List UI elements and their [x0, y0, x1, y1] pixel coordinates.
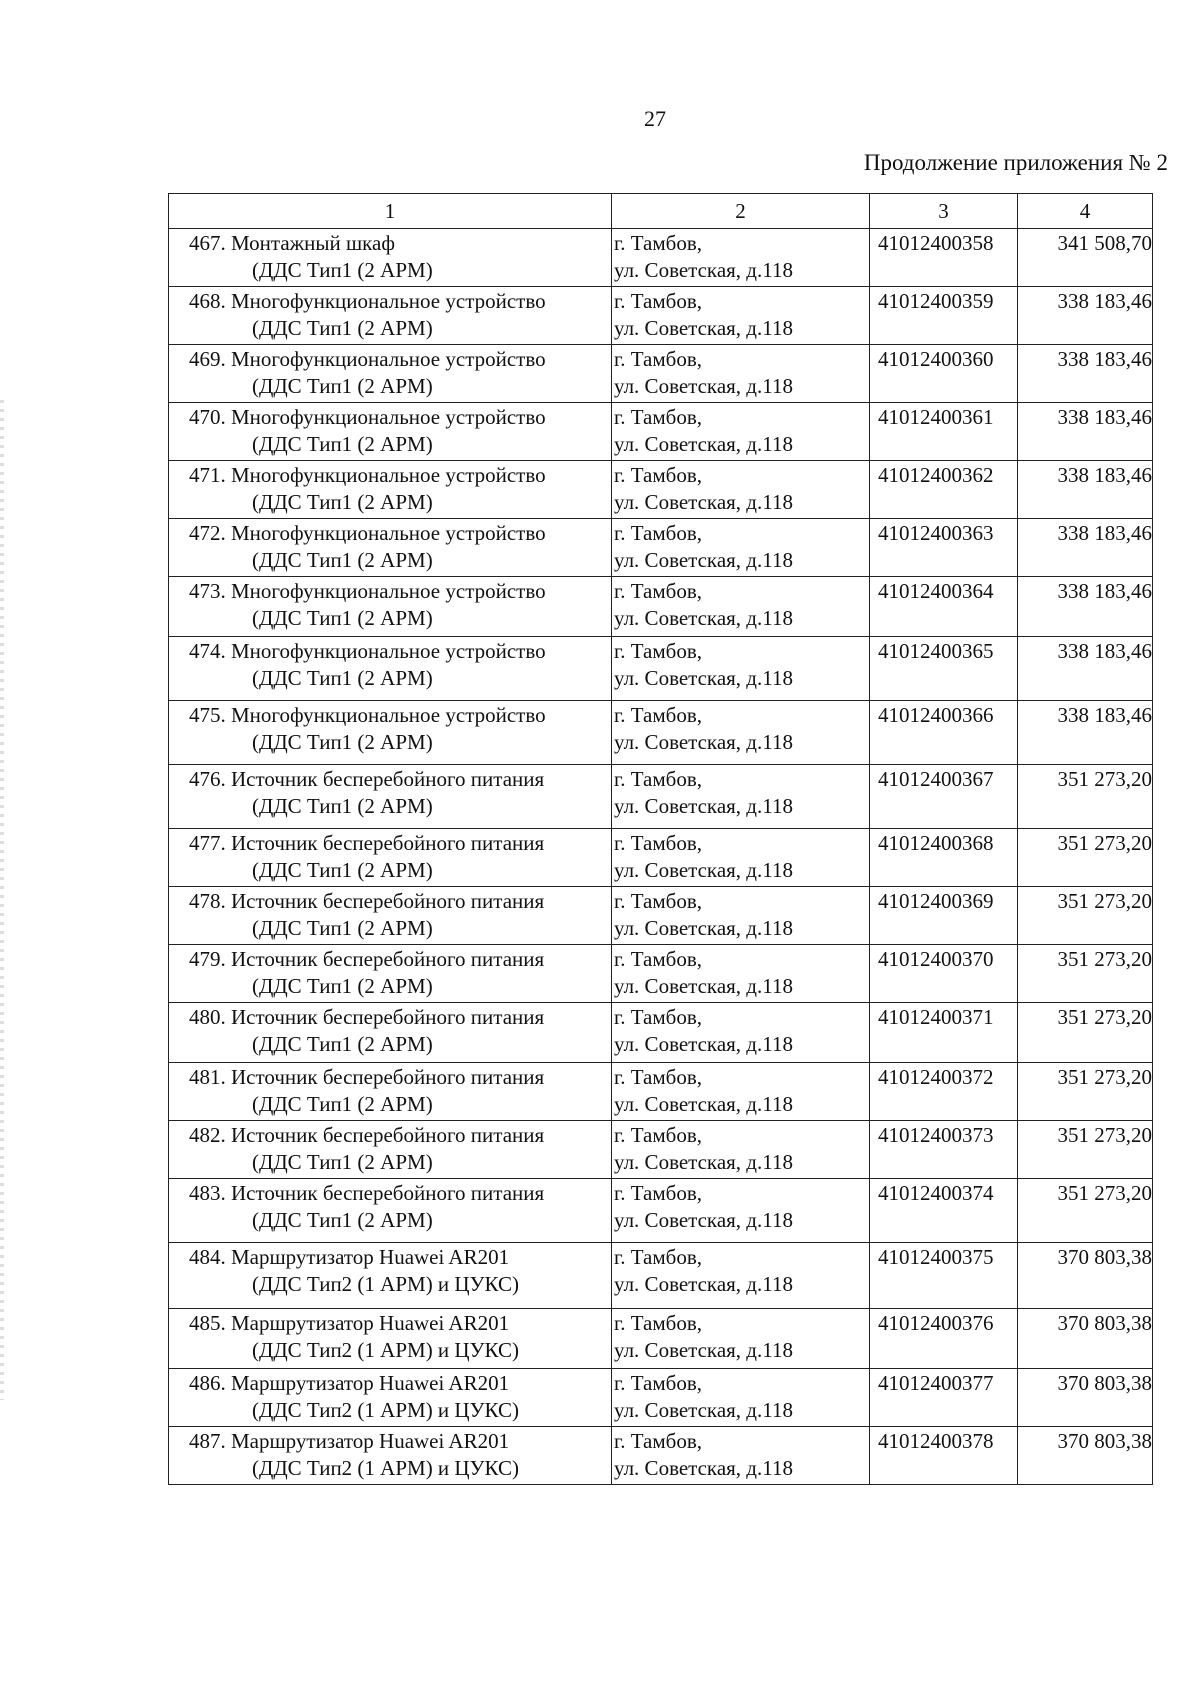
- item-number: 479.: [189, 947, 226, 971]
- address-street: ул. Советская, д.118: [614, 548, 793, 572]
- address-cell: [612, 1309, 870, 1369]
- item-number: 481.: [189, 1065, 226, 1089]
- address-cell: [612, 1179, 870, 1243]
- address-cell: [612, 1063, 870, 1121]
- value-cell: 370 803,38: [1018, 1243, 1153, 1309]
- item-name: Источник бесперебойного питания: [231, 1005, 545, 1029]
- table-row: [169, 229, 1153, 287]
- item-name-line-1: [189, 888, 607, 915]
- item-number: 483.: [189, 1181, 226, 1205]
- address-street: ул. Советская, д.118: [614, 1272, 793, 1296]
- item-number: 482.: [189, 1123, 226, 1147]
- address-street: ул. Советская, д.118: [614, 1338, 793, 1362]
- item-number: 467.: [189, 231, 226, 255]
- inventory-code-cell: 41012400370: [870, 945, 1018, 1003]
- item-name-cell: [169, 1003, 612, 1063]
- address-street: ул. Советская, д.118: [614, 606, 793, 630]
- table-row: [169, 829, 1153, 887]
- value-cell: 338 183,46: [1018, 519, 1153, 577]
- item-number: 487.: [189, 1429, 226, 1453]
- address-cell: [612, 765, 870, 829]
- value-cell: 351 273,20: [1018, 765, 1153, 829]
- inventory-code-cell: 41012400365: [870, 637, 1018, 701]
- address-city: г. Тамбов,: [614, 231, 703, 255]
- item-type: (ДДС Тип1 (2 АРМ): [252, 1150, 433, 1174]
- inventory-code-cell: 41012400359: [870, 287, 1018, 345]
- address-city: г. Тамбов,: [614, 1429, 703, 1453]
- item-name-line-1: [189, 1370, 607, 1397]
- address-city: г. Тамбов,: [614, 1181, 703, 1205]
- item-name: Многофункциональное устройство: [231, 463, 546, 487]
- address-cell: [612, 887, 870, 945]
- value-cell: 351 273,20: [1018, 829, 1153, 887]
- inventory-code-cell: 41012400376: [870, 1309, 1018, 1369]
- item-name: Источник бесперебойного питания: [231, 947, 545, 971]
- item-name-line-1: [189, 702, 607, 729]
- item-name-line-1: [189, 638, 607, 665]
- item-name-line-1: [189, 1064, 607, 1091]
- address-street: ул. Советская, д.118: [614, 258, 793, 282]
- item-number: 475.: [189, 703, 226, 727]
- table-body: [169, 229, 1153, 1485]
- item-name-cell: [169, 1427, 612, 1485]
- item-type: (ДДС Тип1 (2 АРМ): [252, 1208, 433, 1232]
- item-type: (ДДС Тип1 (2 АРМ): [252, 730, 433, 754]
- address-cell: [612, 1121, 870, 1179]
- item-type: (ДДС Тип1 (2 АРМ): [252, 316, 433, 340]
- value-cell: 338 183,46: [1018, 637, 1153, 701]
- item-number: 477.: [189, 831, 226, 855]
- address-city: г. Тамбов,: [614, 703, 703, 727]
- item-name: Источник бесперебойного питания: [231, 889, 545, 913]
- table-row: [169, 287, 1153, 345]
- value-cell: 370 803,38: [1018, 1369, 1153, 1427]
- item-number: 485.: [189, 1311, 226, 1335]
- item-name-cell: [169, 461, 612, 519]
- item-name: Маршрутизатор Huawei AR201: [231, 1371, 510, 1395]
- address-street: ул. Советская, д.118: [614, 974, 793, 998]
- address-cell: [612, 701, 870, 765]
- address-street: ул. Советская, д.118: [614, 374, 793, 398]
- table-row: [169, 403, 1153, 461]
- address-city: г. Тамбов,: [614, 1005, 703, 1029]
- inventory-code-cell: 41012400358: [870, 229, 1018, 287]
- inventory-code-cell: 41012400372: [870, 1063, 1018, 1121]
- address-street: ул. Советская, д.118: [614, 316, 793, 340]
- item-type: (ДДС Тип1 (2 АРМ): [252, 432, 433, 456]
- address-city: г. Тамбов,: [614, 1065, 703, 1089]
- table-header-row: [169, 194, 1153, 229]
- item-name: Маршрутизатор Huawei AR201: [231, 1245, 510, 1269]
- item-name-line-1: [189, 766, 607, 793]
- table-row: [169, 1369, 1153, 1427]
- scan-edge-artifact: [0, 400, 4, 1400]
- item-type: (ДДС Тип2 (1 АРМ) и ЦУКС): [252, 1272, 519, 1296]
- value-cell: 338 183,46: [1018, 701, 1153, 765]
- item-name-cell: [169, 829, 612, 887]
- page-number: 27: [644, 106, 666, 131]
- address-city: г. Тамбов,: [614, 579, 703, 603]
- column-header-1: 1: [169, 194, 612, 229]
- item-name-cell: [169, 1063, 612, 1121]
- table-row: [169, 701, 1153, 765]
- item-name: Многофункциональное устройство: [231, 639, 546, 663]
- item-type: (ДДС Тип1 (2 АРМ): [252, 490, 433, 514]
- address-street: ул. Советская, д.118: [614, 432, 793, 456]
- item-name-line-1: [189, 1428, 607, 1455]
- item-number: 471.: [189, 463, 226, 487]
- item-name-cell: [169, 287, 612, 345]
- item-name: Маршрутизатор Huawei AR201: [231, 1429, 510, 1453]
- table-row: [169, 1121, 1153, 1179]
- address-cell: [612, 945, 870, 1003]
- column-header-2: 2: [612, 194, 870, 229]
- address-cell: [612, 577, 870, 637]
- item-type: (ДДС Тип2 (1 АРМ) и ЦУКС): [252, 1338, 519, 1362]
- item-name-cell: [169, 945, 612, 1003]
- address-city: г. Тамбов,: [614, 1123, 703, 1147]
- item-number: 480.: [189, 1005, 226, 1029]
- address-city: г. Тамбов,: [614, 1245, 703, 1269]
- item-name: Многофункциональное устройство: [231, 521, 546, 545]
- item-name: Многофункциональное устройство: [231, 289, 546, 313]
- address-cell: [612, 637, 870, 701]
- value-cell: 351 273,20: [1018, 1003, 1153, 1063]
- item-name-line-1: [189, 288, 607, 315]
- item-type: (ДДС Тип1 (2 АРМ): [252, 258, 433, 282]
- item-number: 470.: [189, 405, 226, 429]
- value-cell: 338 183,46: [1018, 287, 1153, 345]
- item-name-cell: [169, 1179, 612, 1243]
- inventory-code-cell: 41012400369: [870, 887, 1018, 945]
- item-number: 473.: [189, 579, 226, 603]
- address-city: г. Тамбов,: [614, 767, 703, 791]
- item-type: (ДДС Тип1 (2 АРМ): [252, 858, 433, 882]
- item-name-cell: [169, 887, 612, 945]
- table-row: [169, 1003, 1153, 1063]
- inventory-code-cell: 41012400378: [870, 1427, 1018, 1485]
- item-name: Многофункциональное устройство: [231, 703, 546, 727]
- table-row: [169, 945, 1153, 1003]
- item-name-cell: [169, 519, 612, 577]
- address-cell: [612, 1003, 870, 1063]
- address-city: г. Тамбов,: [614, 831, 703, 855]
- address-city: г. Тамбов,: [614, 521, 703, 545]
- table-row: [169, 1427, 1153, 1485]
- item-name: Источник бесперебойного питания: [231, 1181, 545, 1205]
- address-cell: [612, 829, 870, 887]
- item-name-cell: [169, 1243, 612, 1309]
- address-city: г. Тамбов,: [614, 289, 703, 313]
- value-cell: 351 273,20: [1018, 1063, 1153, 1121]
- item-type: (ДДС Тип2 (1 АРМ) и ЦУКС): [252, 1398, 519, 1422]
- address-street: ул. Советская, д.118: [614, 794, 793, 818]
- table-row: [169, 1243, 1153, 1309]
- item-number: 472.: [189, 521, 226, 545]
- item-number: 469.: [189, 347, 226, 371]
- item-number: 486.: [189, 1371, 226, 1395]
- item-name-cell: [169, 345, 612, 403]
- inventory-code-cell: 41012400361: [870, 403, 1018, 461]
- address-street: ул. Советская, д.118: [614, 730, 793, 754]
- inventory-code-cell: 41012400360: [870, 345, 1018, 403]
- item-name-line-1: [189, 1310, 607, 1337]
- item-type: (ДДС Тип1 (2 АРМ): [252, 606, 433, 630]
- item-name: Маршрутизатор Huawei AR201: [231, 1311, 510, 1335]
- item-name-cell: [169, 765, 612, 829]
- table-row: [169, 887, 1153, 945]
- item-name-line-1: [189, 346, 607, 373]
- address-cell: [612, 519, 870, 577]
- inventory-code-cell: 41012400374: [870, 1179, 1018, 1243]
- item-name: Источник бесперебойного питания: [231, 1065, 545, 1089]
- item-name: Многофункциональное устройство: [231, 347, 546, 371]
- table-row: [169, 519, 1153, 577]
- value-cell: 338 183,46: [1018, 461, 1153, 519]
- table-row: [169, 1309, 1153, 1369]
- item-name: Монтажный шкаф: [231, 231, 395, 255]
- inventory-code-cell: 41012400371: [870, 1003, 1018, 1063]
- address-city: г. Тамбов,: [614, 347, 703, 371]
- item-name: Многофункциональное устройство: [231, 405, 546, 429]
- item-name-line-1: [189, 1004, 607, 1031]
- column-header-4: 4: [1018, 194, 1153, 229]
- address-cell: [612, 1243, 870, 1309]
- item-name-cell: [169, 701, 612, 765]
- address-street: ул. Советская, д.118: [614, 1208, 793, 1232]
- table-row: [169, 1179, 1153, 1243]
- inventory-table: [168, 193, 1153, 1485]
- item-name: Источник бесперебойного питания: [231, 831, 545, 855]
- item-name: Источник бесперебойного питания: [231, 767, 545, 791]
- address-city: г. Тамбов,: [614, 1311, 703, 1335]
- address-cell: [612, 1427, 870, 1485]
- item-type: (ДДС Тип1 (2 АРМ): [252, 666, 433, 690]
- item-name-cell: [169, 403, 612, 461]
- table-row: [169, 345, 1153, 403]
- address-cell: [612, 1369, 870, 1427]
- item-name-cell: [169, 1309, 612, 1369]
- item-name-line-1: [189, 230, 607, 257]
- item-name-line-1: [189, 1244, 607, 1271]
- item-name-line-1: [189, 462, 607, 489]
- item-name: Многофункциональное устройство: [231, 579, 546, 603]
- value-cell: 338 183,46: [1018, 577, 1153, 637]
- address-street: ул. Советская, д.118: [614, 666, 793, 690]
- address-cell: [612, 461, 870, 519]
- table-row: [169, 1063, 1153, 1121]
- item-name-cell: [169, 1121, 612, 1179]
- item-type: (ДДС Тип1 (2 АРМ): [252, 974, 433, 998]
- inventory-code-cell: 41012400368: [870, 829, 1018, 887]
- inventory-code-cell: 41012400375: [870, 1243, 1018, 1309]
- item-name-cell: [169, 1369, 612, 1427]
- item-name-line-1: [189, 946, 607, 973]
- address-cell: [612, 229, 870, 287]
- item-name: Источник бесперебойного питания: [231, 1123, 545, 1147]
- address-street: ул. Советская, д.118: [614, 1032, 793, 1056]
- inventory-code-cell: 41012400367: [870, 765, 1018, 829]
- item-type: (ДДС Тип1 (2 АРМ): [252, 916, 433, 940]
- item-name-line-1: [189, 520, 607, 547]
- item-name-line-1: [189, 830, 607, 857]
- address-street: ул. Советская, д.118: [614, 916, 793, 940]
- item-name-cell: [169, 637, 612, 701]
- value-cell: 370 803,38: [1018, 1427, 1153, 1485]
- item-number: 474.: [189, 639, 226, 663]
- address-street: ул. Советская, д.118: [614, 858, 793, 882]
- value-cell: 338 183,46: [1018, 345, 1153, 403]
- inventory-code-cell: 41012400366: [870, 701, 1018, 765]
- value-cell: 370 803,38: [1018, 1309, 1153, 1369]
- item-name-line-1: [189, 1180, 607, 1207]
- item-name-line-1: [189, 1122, 607, 1149]
- address-city: г. Тамбов,: [614, 1371, 703, 1395]
- continuation-label: Продолжение приложения № 2: [863, 150, 1168, 175]
- table-row: [169, 765, 1153, 829]
- address-city: г. Тамбов,: [614, 463, 703, 487]
- address-city: г. Тамбов,: [614, 405, 703, 429]
- address-city: г. Тамбов,: [614, 639, 703, 663]
- item-number: 484.: [189, 1245, 226, 1269]
- column-header-3: 3: [870, 194, 1018, 229]
- value-cell: 351 273,20: [1018, 945, 1153, 1003]
- item-type: (ДДС Тип1 (2 АРМ): [252, 374, 433, 398]
- item-type: (ДДС Тип1 (2 АРМ): [252, 1032, 433, 1056]
- item-number: 478.: [189, 889, 226, 913]
- item-name-cell: [169, 577, 612, 637]
- item-type: (ДДС Тип1 (2 АРМ): [252, 794, 433, 818]
- item-type: (ДДС Тип1 (2 АРМ): [252, 1092, 433, 1116]
- inventory-code-cell: 41012400362: [870, 461, 1018, 519]
- address-street: ул. Советская, д.118: [614, 1456, 793, 1480]
- item-name-cell: [169, 229, 612, 287]
- address-street: ул. Советская, д.118: [614, 1092, 793, 1116]
- inventory-code-cell: 41012400364: [870, 577, 1018, 637]
- item-type: (ДДС Тип1 (2 АРМ): [252, 548, 433, 572]
- item-number: 468.: [189, 289, 226, 313]
- table-row: [169, 577, 1153, 637]
- item-type: (ДДС Тип2 (1 АРМ) и ЦУКС): [252, 1456, 519, 1480]
- inventory-code-cell: 41012400377: [870, 1369, 1018, 1427]
- address-city: г. Тамбов,: [614, 889, 703, 913]
- address-cell: [612, 287, 870, 345]
- address-street: ул. Советская, д.118: [614, 1150, 793, 1174]
- inventory-code-cell: 41012400363: [870, 519, 1018, 577]
- item-name-line-1: [189, 578, 607, 605]
- value-cell: 351 273,20: [1018, 887, 1153, 945]
- inventory-code-cell: 41012400373: [870, 1121, 1018, 1179]
- value-cell: 351 273,20: [1018, 1121, 1153, 1179]
- value-cell: 338 183,46: [1018, 403, 1153, 461]
- table-row: [169, 461, 1153, 519]
- value-cell: 341 508,70: [1018, 229, 1153, 287]
- value-cell: 351 273,20: [1018, 1179, 1153, 1243]
- item-number: 476.: [189, 767, 226, 791]
- address-cell: [612, 345, 870, 403]
- address-cell: [612, 403, 870, 461]
- address-street: ул. Советская, д.118: [614, 1398, 793, 1422]
- item-name-line-1: [189, 404, 607, 431]
- address-street: ул. Советская, д.118: [614, 490, 793, 514]
- address-city: г. Тамбов,: [614, 947, 703, 971]
- table-row: [169, 637, 1153, 701]
